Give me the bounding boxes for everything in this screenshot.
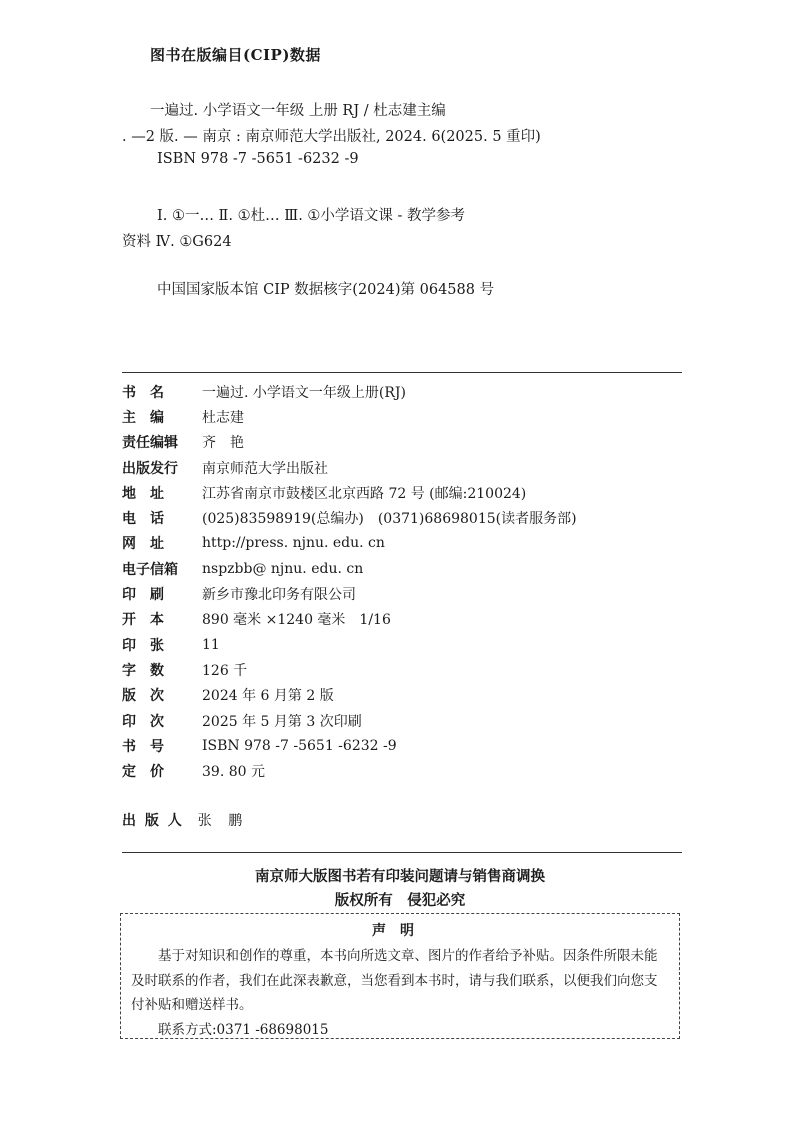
spec-row xyxy=(122,683,682,708)
spec-label: 电 话 xyxy=(122,511,164,528)
spec-label: 出版发行 xyxy=(122,460,178,477)
spec-label: 书 号 xyxy=(122,738,164,755)
publisher-person-label: 出 版 人 xyxy=(122,813,184,829)
spec-label: 地 址 xyxy=(122,485,164,502)
spec-value: 齐 艳 xyxy=(202,435,244,452)
spec-value: ISBN 978 -7 -5651 -6232 -9 xyxy=(202,737,397,754)
spec-row xyxy=(122,758,682,783)
spec-row xyxy=(122,379,682,404)
spec-row xyxy=(122,581,682,606)
spec-value: 890 毫米 ×1240 毫米 1/16 xyxy=(202,612,391,629)
divider-top xyxy=(122,372,682,373)
spec-value: 一遍过. 小学语文一年级上册(RJ) xyxy=(202,384,406,401)
publisher-person-name: 张 鹏 xyxy=(197,813,249,829)
spec-value: 2024 年 6 月第 2 版 xyxy=(202,688,334,705)
divider-bottom xyxy=(122,852,682,853)
spec-value: 杜志建 xyxy=(202,409,244,426)
spec-value: nspzbb@ njnu. edu. cn xyxy=(202,560,364,577)
spec-label: 印 张 xyxy=(122,637,164,654)
spec-label: 书 名 xyxy=(122,384,164,401)
spec-value: http://press. njnu. edu. cn xyxy=(202,535,385,552)
spec-label: 责任编辑 xyxy=(122,435,178,452)
spec-value: 新乡市豫北印务有限公司 xyxy=(202,587,356,604)
spec-row xyxy=(122,531,682,556)
spec-label: 网 址 xyxy=(122,536,164,553)
spec-row xyxy=(122,607,682,632)
spec-row xyxy=(122,404,682,429)
spec-value: 江苏省南京市鼓楼区北京西路 72 号 (邮编:210024) xyxy=(202,485,527,502)
spec-row xyxy=(122,657,682,682)
spec-table xyxy=(122,379,682,784)
spec-value: 2025 年 5 月第 3 次印刷 xyxy=(202,713,362,730)
rights-notice: 版权所有 侵犯必究 xyxy=(334,892,466,909)
spec-row xyxy=(122,632,682,657)
spec-row xyxy=(122,430,682,455)
spec-label: 定 价 xyxy=(122,764,164,781)
spec-value: 126 千 xyxy=(202,662,248,679)
spec-value: 南京师范大学出版社 xyxy=(202,460,328,477)
cip-title: 图书在版编目(CIP)数据 xyxy=(150,46,321,64)
publisher-person xyxy=(122,810,248,830)
spec-value: (025)83598919(总编办) (0371)68698015(读者服务部) xyxy=(202,511,577,528)
spec-label: 印 刷 xyxy=(122,587,164,604)
spec-row xyxy=(122,455,682,480)
cip-classification-line-1: Ⅰ. ①一… Ⅱ. ①杜… Ⅲ. ①小学语文课 - 教学参考 xyxy=(157,208,466,224)
cip-national-record: 中国国家版本馆 CIP 数据核字(2024)第 064588 号 xyxy=(157,282,495,298)
spec-label: 主 编 xyxy=(122,409,164,426)
exchange-notice: 南京师大版图书若有印装问题请与销售商调换 xyxy=(255,868,545,885)
spec-row xyxy=(122,556,682,581)
statement-contact: 联系方式:0371 -68698015 xyxy=(158,1022,329,1038)
cip-edition-line: . —2 版. — 南京 : 南京师范大学出版社, 2024. 6(2025. 5 重印) xyxy=(122,129,541,145)
spec-row xyxy=(122,733,682,758)
spec-row xyxy=(122,505,682,530)
spec-value: 11 xyxy=(202,636,220,653)
spec-row xyxy=(122,708,682,733)
cip-classification-line-2: 资料 Ⅳ. ①G624 xyxy=(122,234,232,250)
spec-label: 印 次 xyxy=(122,713,164,730)
spec-label: 版 次 xyxy=(122,688,164,705)
statement-body: 基于对知识和创作的尊重，本书向所选文章、图片的作者给予补贴。因条件所限未能及时联系的作者，我们在此深表歉意，当您看到本书时，请与我们联系，以便我们向您支付补贴和赠送样书。 xyxy=(131,948,658,1013)
cip-isbn-line: ISBN 978 -7 -5651 -6232 -9 xyxy=(157,151,359,167)
spec-label: 字 数 xyxy=(122,662,164,679)
spec-value: 39. 80 元 xyxy=(202,764,265,781)
statement-title: 声明 xyxy=(372,923,428,939)
spec-label: 开 本 xyxy=(122,612,164,629)
spec-row xyxy=(122,480,682,505)
statement-box xyxy=(120,913,680,1039)
spec-label: 电子信箱 xyxy=(122,561,178,578)
cip-book-line: 一遍过. 小学语文一年级 上册 RJ / 杜志建主编 xyxy=(150,103,446,119)
